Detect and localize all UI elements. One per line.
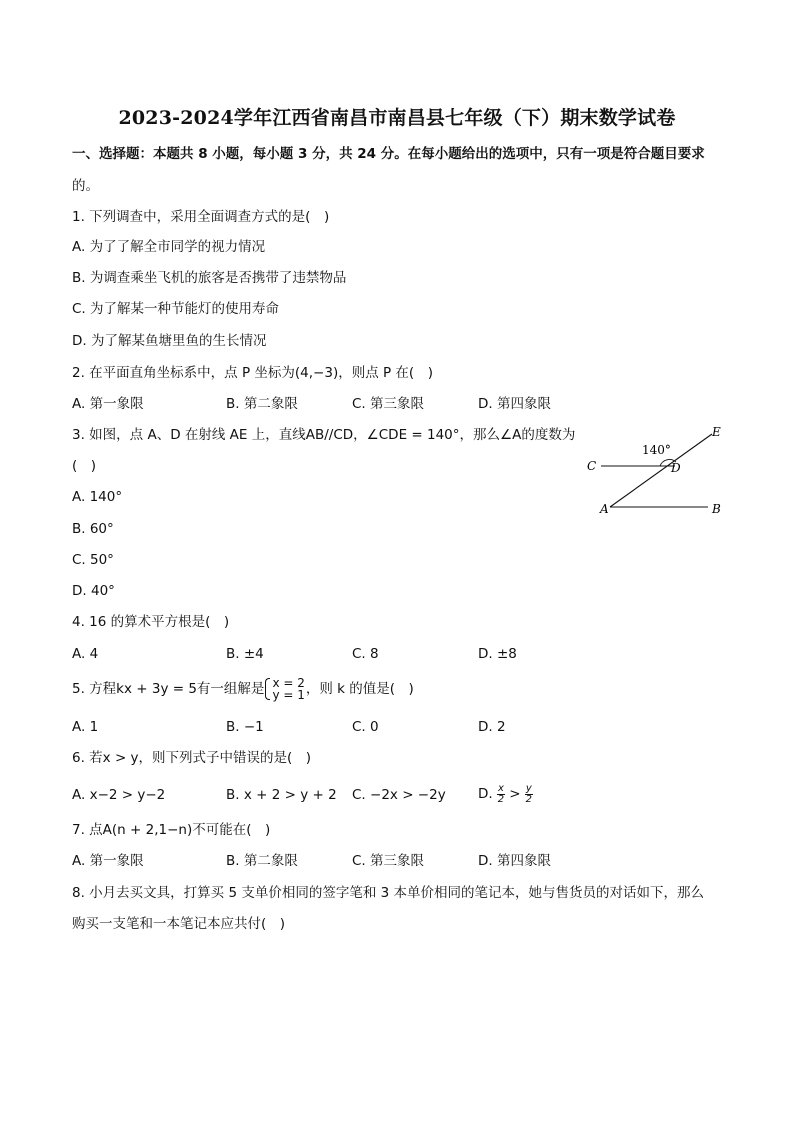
q3-option-b: B. 60° xyxy=(72,521,114,537)
q3-geometry-figure xyxy=(580,420,730,520)
q3-option-d: D. 40° xyxy=(72,583,115,599)
q1-option-c: C. 为了解某一种节能灯的使用寿命 xyxy=(72,301,280,317)
exam-title: 2023-2024学年江西省南昌市南昌县七年级（下）期末数学试卷 xyxy=(118,107,676,129)
q5-stem xyxy=(72,676,414,702)
point-b-label: B xyxy=(712,502,721,516)
q6-frac-y-den: 2 xyxy=(525,793,532,805)
q5-option-b: B. −1 xyxy=(226,719,264,735)
point-e-label: E xyxy=(712,425,721,439)
q5-option-a: A. 1 xyxy=(72,719,99,735)
q3-paren: ( ) xyxy=(72,458,97,474)
q5-equation-system xyxy=(265,677,304,701)
q6-fraction-x xyxy=(497,784,505,805)
section-header-line1: 一、选择题：本题共 8 小题，每小题 3 分，共 24 分。在每小题给出的选项中，只有一项是符合题目要求 xyxy=(72,146,705,162)
q6-frac-x-num: x xyxy=(497,782,504,794)
q7-option-d: D. 第四象限 xyxy=(478,853,551,869)
q6-option-d-label: D. xyxy=(478,786,493,802)
q2-option-c: C. 第三象限 xyxy=(352,396,425,412)
point-d-label: D xyxy=(671,461,681,475)
q6-option-b: B. x + 2 > y + 2 xyxy=(226,787,337,803)
angle-label: 140° xyxy=(642,443,671,457)
q7-option-c: C. 第三象限 xyxy=(352,853,425,869)
q2-option-d: D. 第四象限 xyxy=(478,396,551,412)
q7-option-b: B. 第二象限 xyxy=(226,853,298,869)
q4-option-d: D. ±8 xyxy=(478,646,517,662)
q2-stem: 2. 在平面直角坐标系中，点 P 坐标为(4,−3)，则点 P 在( ) xyxy=(72,365,433,381)
q1-option-b: B. 为调查乘坐飞机的旅客是否携带了违禁物品 xyxy=(72,270,347,286)
q5-option-d: D. 2 xyxy=(478,719,506,735)
q7-stem: 7. 点A(n + 2,1−n)不可能在( ) xyxy=(72,822,271,838)
q6-gt-sign: > xyxy=(509,786,521,802)
q6-option-a: A. x−2 > y−2 xyxy=(72,787,166,803)
q6-option-d xyxy=(478,780,533,808)
q5-option-c: C. 0 xyxy=(352,719,379,735)
q8-stem-line1: 8. 小月去买文具，打算买 5 支单价相同的签字笔和 3 本单价相同的笔记本，她与售货员的对话如下，那么 xyxy=(72,885,705,901)
q4-option-b: B. ±4 xyxy=(226,646,264,662)
section-header-line2: 的。 xyxy=(72,178,99,194)
q4-stem: 4. 16 的算术平方根是( ) xyxy=(72,614,230,630)
q5-system-row1: x = 2 xyxy=(272,676,305,690)
q1-option-d: D. 为了解某鱼塘里鱼的生长情况 xyxy=(72,333,267,349)
q5-stem-pre: 5. 方程kx + 3y = 5有一组解是 xyxy=(72,681,265,697)
q4-option-a: A. 4 xyxy=(72,646,99,662)
q6-option-c: C. −2x > −2y xyxy=(352,787,446,803)
q7-option-a: A. 第一象限 xyxy=(72,853,144,869)
q3-option-a: A. 140° xyxy=(72,489,123,505)
q6-stem: 6. 若x > y，则下列式子中错误的是( ) xyxy=(72,750,312,766)
q5-stem-post: ，则 k 的值是( ) xyxy=(305,681,414,697)
q1-option-a: A. 为了了解全市同学的视力情况 xyxy=(72,239,266,255)
q1-stem: 1. 下列调查中，采用全面调查方式的是( ) xyxy=(72,209,330,225)
point-c-label: C xyxy=(587,459,597,473)
q6-fraction-y xyxy=(525,784,533,805)
q5-system-row2: y = 1 xyxy=(272,688,305,702)
q6-frac-x-den: 2 xyxy=(497,793,505,805)
q2-option-a: A. 第一象限 xyxy=(72,396,144,412)
point-a-label: A xyxy=(600,502,609,516)
q3-option-c: C. 50° xyxy=(72,552,114,568)
q6-frac-y-num: y xyxy=(525,782,532,794)
q4-option-c: C. 8 xyxy=(352,646,379,662)
q8-stem-line2: 购买一支笔和一本笔记本应共付( ) xyxy=(72,916,286,932)
q3-stem: 3. 如图，点 A、D 在射线 AE 上，直线AB//CD，∠CDE = 140°，那么∠A的度数为 xyxy=(72,427,576,443)
q2-option-b: B. 第二象限 xyxy=(226,396,298,412)
